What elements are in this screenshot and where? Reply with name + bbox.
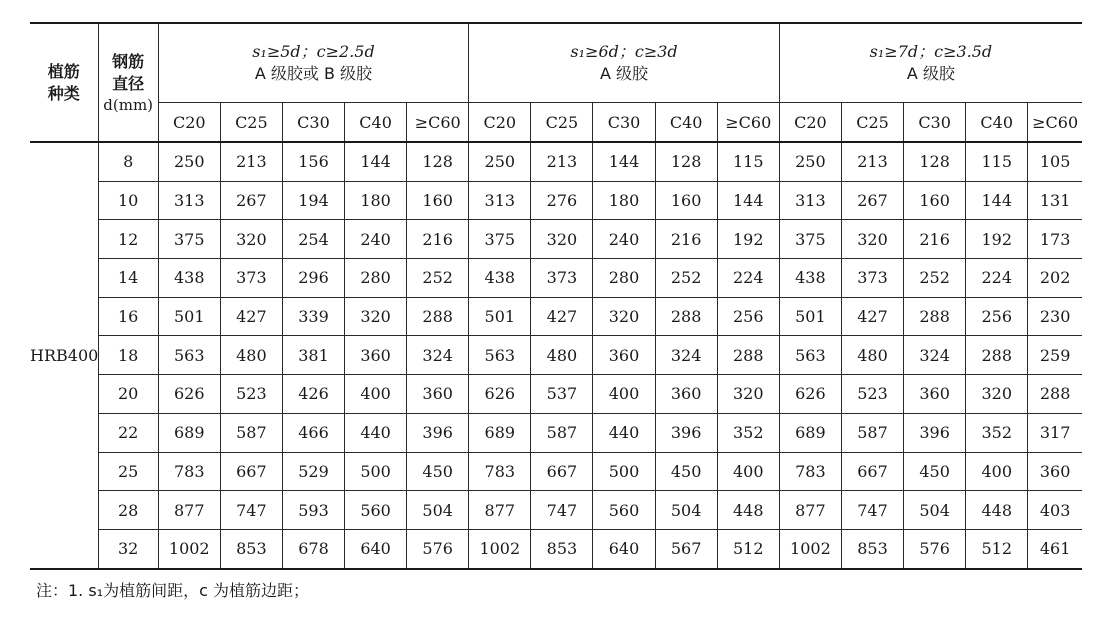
rebar-type-header <box>30 23 98 142</box>
value-cell: 324 <box>904 336 966 375</box>
value-cell: 280 <box>593 259 655 298</box>
value-cell: 400 <box>966 452 1028 491</box>
value-cell: 280 <box>345 259 407 298</box>
value-cell: 512 <box>717 529 779 568</box>
value-cell: 501 <box>469 297 531 336</box>
value-cell: 180 <box>593 181 655 220</box>
diameter-cell: 32 <box>98 529 158 568</box>
grade-header-cell: C25 <box>841 103 903 143</box>
value-cell: 324 <box>407 336 469 375</box>
value-cell: 313 <box>779 181 841 220</box>
value-cell: 783 <box>469 452 531 491</box>
value-cell: 667 <box>220 452 282 491</box>
value-cell: 626 <box>779 375 841 414</box>
value-cell: 375 <box>779 220 841 259</box>
value-cell: 276 <box>531 181 593 220</box>
group-2-condition: s₁≥6d；c≥3d <box>570 42 678 61</box>
value-cell: 360 <box>1028 452 1082 491</box>
value-cell: 426 <box>282 375 344 414</box>
value-cell: 128 <box>407 142 469 181</box>
value-cell: 689 <box>158 413 220 452</box>
value-cell: 224 <box>966 259 1028 298</box>
diameter-cell: 12 <box>98 220 158 259</box>
value-cell: 529 <box>282 452 344 491</box>
value-cell: 320 <box>220 220 282 259</box>
value-cell: 640 <box>593 529 655 568</box>
rebar-type-header-line2: 种类 <box>47 83 80 103</box>
rebar-type-header-line1: 植筋 <box>47 61 80 81</box>
value-cell: 427 <box>841 297 903 336</box>
value-cell: 375 <box>158 220 220 259</box>
value-cell: 504 <box>655 491 717 530</box>
value-cell: 512 <box>966 529 1028 568</box>
diameter-cell: 22 <box>98 413 158 452</box>
value-cell: 576 <box>904 529 966 568</box>
value-cell: 427 <box>531 297 593 336</box>
table-body <box>30 142 1082 569</box>
value-cell: 853 <box>531 529 593 568</box>
table-row <box>30 336 1082 375</box>
diameter-cell: 16 <box>98 297 158 336</box>
value-cell: 360 <box>407 375 469 414</box>
value-cell: 288 <box>717 336 779 375</box>
grade-header-cell: C20 <box>469 103 531 143</box>
value-cell: 160 <box>407 181 469 220</box>
value-cell: 256 <box>717 297 779 336</box>
value-cell: 563 <box>158 336 220 375</box>
value-cell: 747 <box>841 491 903 530</box>
value-cell: 403 <box>1028 491 1082 530</box>
value-cell: 640 <box>345 529 407 568</box>
value-cell: 877 <box>469 491 531 530</box>
value-cell: 563 <box>779 336 841 375</box>
group-3-glue: A 级胶 <box>906 64 955 83</box>
value-cell: 587 <box>220 413 282 452</box>
value-cell: 396 <box>407 413 469 452</box>
rebar-type-cell: HRB400 <box>30 142 98 569</box>
value-cell: 144 <box>966 181 1028 220</box>
table-row <box>30 181 1082 220</box>
value-cell: 250 <box>158 142 220 181</box>
value-cell: 626 <box>469 375 531 414</box>
value-cell: 396 <box>655 413 717 452</box>
value-cell: 288 <box>655 297 717 336</box>
value-cell: 324 <box>655 336 717 375</box>
grade-header-cell: ≥C60 <box>1028 103 1082 143</box>
value-cell: 400 <box>593 375 655 414</box>
value-cell: 192 <box>717 220 779 259</box>
value-cell: 160 <box>655 181 717 220</box>
diameter-cell: 14 <box>98 259 158 298</box>
value-cell: 360 <box>904 375 966 414</box>
value-cell: 320 <box>531 220 593 259</box>
value-cell: 115 <box>966 142 1028 181</box>
value-cell: 352 <box>717 413 779 452</box>
value-cell: 1002 <box>158 529 220 568</box>
value-cell: 360 <box>345 336 407 375</box>
value-cell: 254 <box>282 220 344 259</box>
value-cell: 667 <box>841 452 903 491</box>
value-cell: 500 <box>345 452 407 491</box>
value-cell: 747 <box>531 491 593 530</box>
value-cell: 448 <box>717 491 779 530</box>
table-row <box>30 220 1082 259</box>
value-cell: 216 <box>904 220 966 259</box>
diameter-header-unit: d(mm) <box>103 95 154 114</box>
grade-header-cell: ≥C60 <box>717 103 779 143</box>
anchorage-table-container <box>30 22 1082 570</box>
value-cell: 438 <box>158 259 220 298</box>
table-row <box>30 452 1082 491</box>
value-cell: 144 <box>593 142 655 181</box>
value-cell: 339 <box>282 297 344 336</box>
concrete-grade-row <box>30 103 1082 143</box>
group-header-3 <box>779 23 1082 103</box>
value-cell: 576 <box>407 529 469 568</box>
value-cell: 678 <box>282 529 344 568</box>
value-cell: 156 <box>282 142 344 181</box>
grade-header-cell: C30 <box>904 103 966 143</box>
value-cell: 360 <box>655 375 717 414</box>
value-cell: 240 <box>593 220 655 259</box>
value-cell: 427 <box>220 297 282 336</box>
grade-header-cell: C40 <box>345 103 407 143</box>
value-cell: 213 <box>220 142 282 181</box>
value-cell: 480 <box>220 336 282 375</box>
value-cell: 128 <box>655 142 717 181</box>
group-1-condition: s₁≥5d；c≥2.5d <box>252 42 375 61</box>
value-cell: 288 <box>966 336 1028 375</box>
value-cell: 450 <box>407 452 469 491</box>
value-cell: 373 <box>220 259 282 298</box>
value-cell: 440 <box>345 413 407 452</box>
value-cell: 180 <box>345 181 407 220</box>
value-cell: 144 <box>345 142 407 181</box>
value-cell: 213 <box>531 142 593 181</box>
value-cell: 288 <box>1028 375 1082 414</box>
value-cell: 375 <box>469 220 531 259</box>
value-cell: 560 <box>345 491 407 530</box>
value-cell: 480 <box>531 336 593 375</box>
value-cell: 400 <box>345 375 407 414</box>
value-cell: 360 <box>593 336 655 375</box>
value-cell: 400 <box>717 452 779 491</box>
grade-header-cell: ≥C60 <box>407 103 469 143</box>
value-cell: 877 <box>779 491 841 530</box>
value-cell: 626 <box>158 375 220 414</box>
value-cell: 563 <box>469 336 531 375</box>
value-cell: 131 <box>1028 181 1082 220</box>
value-cell: 689 <box>469 413 531 452</box>
diameter-cell: 20 <box>98 375 158 414</box>
value-cell: 128 <box>904 142 966 181</box>
value-cell: 259 <box>1028 336 1082 375</box>
value-cell: 1002 <box>469 529 531 568</box>
value-cell: 252 <box>655 259 717 298</box>
diameter-cell: 18 <box>98 336 158 375</box>
value-cell: 288 <box>904 297 966 336</box>
grade-header-cell: C30 <box>593 103 655 143</box>
value-cell: 317 <box>1028 413 1082 452</box>
value-cell: 105 <box>1028 142 1082 181</box>
value-cell: 144 <box>717 181 779 220</box>
grade-header-cell: C20 <box>779 103 841 143</box>
value-cell: 250 <box>779 142 841 181</box>
value-cell: 501 <box>779 297 841 336</box>
value-cell: 250 <box>469 142 531 181</box>
value-cell: 689 <box>779 413 841 452</box>
value-cell: 480 <box>841 336 903 375</box>
value-cell: 267 <box>841 181 903 220</box>
value-cell: 213 <box>841 142 903 181</box>
value-cell: 783 <box>779 452 841 491</box>
value-cell: 173 <box>1028 220 1082 259</box>
value-cell: 224 <box>717 259 779 298</box>
value-cell: 230 <box>1028 297 1082 336</box>
value-cell: 373 <box>531 259 593 298</box>
value-cell: 440 <box>593 413 655 452</box>
value-cell: 313 <box>158 181 220 220</box>
value-cell: 373 <box>841 259 903 298</box>
value-cell: 448 <box>966 491 1028 530</box>
value-cell: 587 <box>531 413 593 452</box>
table-row <box>30 375 1082 414</box>
group-2-glue: A 级胶 <box>600 64 649 83</box>
value-cell: 296 <box>282 259 344 298</box>
value-cell: 783 <box>158 452 220 491</box>
value-cell: 461 <box>1028 529 1082 568</box>
diameter-header-line2: 直径 <box>112 73 145 93</box>
group-1-glue: A 级胶或 B 级胶 <box>254 64 373 83</box>
value-cell: 853 <box>841 529 903 568</box>
value-cell: 567 <box>655 529 717 568</box>
value-cell: 438 <box>469 259 531 298</box>
group-header-1 <box>158 23 469 103</box>
value-cell: 587 <box>841 413 903 452</box>
value-cell: 192 <box>966 220 1028 259</box>
value-cell: 877 <box>158 491 220 530</box>
grade-header-cell: C40 <box>655 103 717 143</box>
value-cell: 320 <box>966 375 1028 414</box>
table-row <box>30 297 1082 336</box>
diameter-cell: 28 <box>98 491 158 530</box>
value-cell: 523 <box>220 375 282 414</box>
value-cell: 313 <box>469 181 531 220</box>
value-cell: 320 <box>345 297 407 336</box>
value-cell: 288 <box>407 297 469 336</box>
table-row <box>30 529 1082 568</box>
grade-header-cell: C30 <box>282 103 344 143</box>
grade-header-cell: C40 <box>966 103 1028 143</box>
value-cell: 537 <box>531 375 593 414</box>
table-note: 注：1. s₁为植筋间距，c 为植筋边距； <box>36 581 309 600</box>
value-cell: 853 <box>220 529 282 568</box>
grade-header-cell: C25 <box>220 103 282 143</box>
value-cell: 523 <box>841 375 903 414</box>
value-cell: 256 <box>966 297 1028 336</box>
value-cell: 1002 <box>779 529 841 568</box>
diameter-header-line1: 钢筋 <box>112 51 145 71</box>
value-cell: 202 <box>1028 259 1082 298</box>
value-cell: 667 <box>531 452 593 491</box>
value-cell: 438 <box>779 259 841 298</box>
grade-header-cell: C25 <box>531 103 593 143</box>
group-header-2 <box>469 23 780 103</box>
value-cell: 320 <box>593 297 655 336</box>
grade-header-cell: C20 <box>158 103 220 143</box>
value-cell: 396 <box>904 413 966 452</box>
diameter-header <box>98 23 158 142</box>
diameter-cell: 10 <box>98 181 158 220</box>
table-row <box>30 413 1082 452</box>
value-cell: 466 <box>282 413 344 452</box>
value-cell: 593 <box>282 491 344 530</box>
value-cell: 501 <box>158 297 220 336</box>
table-row <box>30 142 1082 181</box>
diameter-cell: 8 <box>98 142 158 181</box>
group-3-condition: s₁≥7d；c≥3.5d <box>869 42 993 61</box>
value-cell: 320 <box>717 375 779 414</box>
value-cell: 216 <box>655 220 717 259</box>
table-row <box>30 491 1082 530</box>
value-cell: 267 <box>220 181 282 220</box>
value-cell: 320 <box>841 220 903 259</box>
value-cell: 352 <box>966 413 1028 452</box>
value-cell: 194 <box>282 181 344 220</box>
value-cell: 381 <box>282 336 344 375</box>
value-cell: 216 <box>407 220 469 259</box>
value-cell: 504 <box>407 491 469 530</box>
value-cell: 115 <box>717 142 779 181</box>
value-cell: 450 <box>904 452 966 491</box>
value-cell: 240 <box>345 220 407 259</box>
value-cell: 160 <box>904 181 966 220</box>
value-cell: 504 <box>904 491 966 530</box>
value-cell: 252 <box>407 259 469 298</box>
value-cell: 500 <box>593 452 655 491</box>
value-cell: 747 <box>220 491 282 530</box>
value-cell: 450 <box>655 452 717 491</box>
anchorage-length-table <box>30 22 1082 570</box>
value-cell: 252 <box>904 259 966 298</box>
table-row <box>30 259 1082 298</box>
diameter-cell: 25 <box>98 452 158 491</box>
value-cell: 560 <box>593 491 655 530</box>
